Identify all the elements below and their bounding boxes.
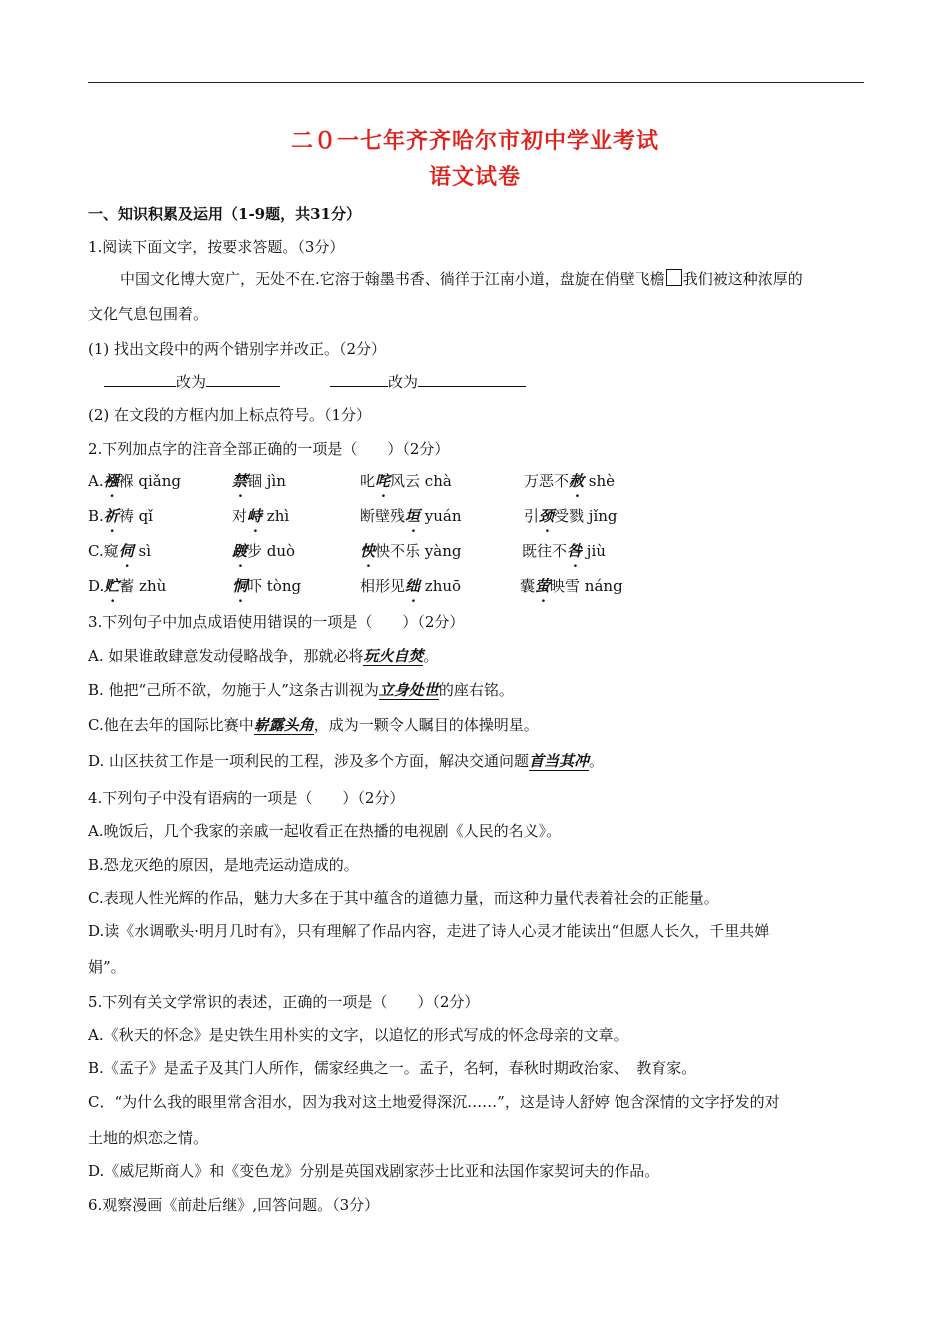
q2-option-b-1: B.祈祷 qǐ [88,507,153,525]
q2-option-b-4: 引颈受戮 jǐng [524,507,618,525]
punctuation-box[interactable] [666,269,682,286]
q2-option-a-1: A.襁褓 qiǎng [88,472,181,490]
q4-option-b: B.恐龙灭绝的原因，是地壳运动造成的。 [88,856,359,874]
q5-stem: 5.下列有关文学常识的表述，正确的一项是（ ）（2分） [88,993,480,1011]
q2-option-b-3: 断壁残垣 yuán [360,507,462,525]
q1-passage [120,268,803,289]
q1-stem: 1.阅读下面文字，按要求答题。（3分） [88,238,345,256]
section-heading: 一、知识积累及运用（1-9题，共31分） [88,205,361,223]
q4-option-a: A.晚饭后，几个我家的亲戚一起收看正在热播的电视剧《人民的名义》。 [88,822,562,840]
q1-sub1: (1) 找出文段中的两个错别字并改正。（2分） [88,340,387,358]
q2-option-c-1: C.窥伺 sì [88,542,152,560]
q4-stem: 4.下列句子中没有语病的一项是（ ）（2分） [88,789,405,807]
q3-option-c: C.他在去年的国际比赛中崭露头角，成为一颗令人瞩目的体操明星。 [88,716,539,734]
q2-option-d-1: D.贮蓄 zhù [88,577,167,595]
q1-sub2: (2) 在文段的方框内加上标点符号。（1分） [88,406,372,424]
q5-option-c: C．“为什么我的眼里常含泪水，因为我对这土地爱得深沉……”，这是诗人舒婷 饱含深情的文字抒发的对 [88,1093,780,1111]
q6-stem: 6.观察漫画《前赴后继》,回答问题。（3分） [88,1196,380,1214]
q2-option-d-4: 囊萤映雪 náng [520,577,623,595]
answer-blank[interactable] [330,372,388,387]
q1-answer-row [104,371,526,392]
q3-option-d: D. 山区扶贫工作是一项利民的工程，涉及多个方面，解决交通问题首当其冲。 [88,752,605,770]
q5-option-c-cont: 土地的炽恋之情。 [88,1129,209,1147]
q1-passage-a: 中国文化博大宽广，无处不在.它溶于翰墨书香、徜徉于江南小道，盘旋在俏壁飞檐 [120,270,665,288]
q5-option-d: D.《威尼斯商人》和《变色龙》分别是英国戏剧家莎士比亚和法国作家契诃夫的作品。 [88,1162,660,1180]
exam-subtitle: 语文试卷 [428,164,521,190]
answer-blank[interactable] [104,372,176,387]
q5-option-a: A.《秋天的怀念》是史铁生用朴实的文字，以追忆的形式写成的怀念母亲的文章。 [88,1026,629,1044]
q3-stem: 3.下列句子中加点成语使用错误的一项是（ ）（2分） [88,613,465,631]
q4-option-d-cont: 娟”。 [88,958,126,976]
q2-option-a-2: 禁锢 jìn [232,472,286,490]
q2-option-a-3: 叱咤风云 chà [360,472,452,490]
q2-option-b-2: 对峙 zhì [232,507,290,525]
q2-option-a-4: 万恶不赦 shè [524,472,616,490]
q2-option-c-3: 怏怏不乐 yàng [360,542,462,560]
q5-option-b: B.《孟子》是孟子及其门人所作，儒家经典之一。孟子，名轲，春秋时期政治家、 教育家。 [88,1059,697,1077]
q4-option-d: D.读《水调歌头·明月几时有》，只有理解了作品内容，走进了诗人心灵才能读出“但愿人长久，千里共婵 [88,922,770,940]
q2-stem: 2.下列加点字的注音全部正确的一项是（ ）（2分） [88,440,450,458]
exam-title: 二０一七年齐齐哈尔市初中学业考试 [290,128,659,154]
q3-option-a: A. 如果谁敢肆意发动侵略战争，那就必将玩火自焚。 [88,647,439,665]
q4-option-c: C.表现人性光辉的作品，魅力大多在于其中蕴含的道德力量，而这种力量代表着社会的正能量。 [88,889,719,907]
header-rule [88,82,864,83]
change-to-label: 改为 [176,373,207,391]
q2-option-d-3: 相形见绌 zhuō [360,577,462,595]
answer-blank[interactable] [206,372,280,387]
q1-passage-b: 我们被这种浓厚的 [682,270,803,288]
q2-option-d-2: 恫吓 tòng [232,577,302,595]
q1-passage-cont: 文化气息包围着。 [88,305,209,323]
change-to-label: 改为 [388,373,419,391]
q2-option-c-2: 踱步 duò [232,542,296,560]
q3-option-b: B. 他把“己所不欲，勿施于人”这条古训视为立身处世的座右铭。 [88,681,514,699]
q2-option-c-4: 既往不咎 jiù [522,542,606,560]
answer-blank[interactable] [418,372,526,387]
